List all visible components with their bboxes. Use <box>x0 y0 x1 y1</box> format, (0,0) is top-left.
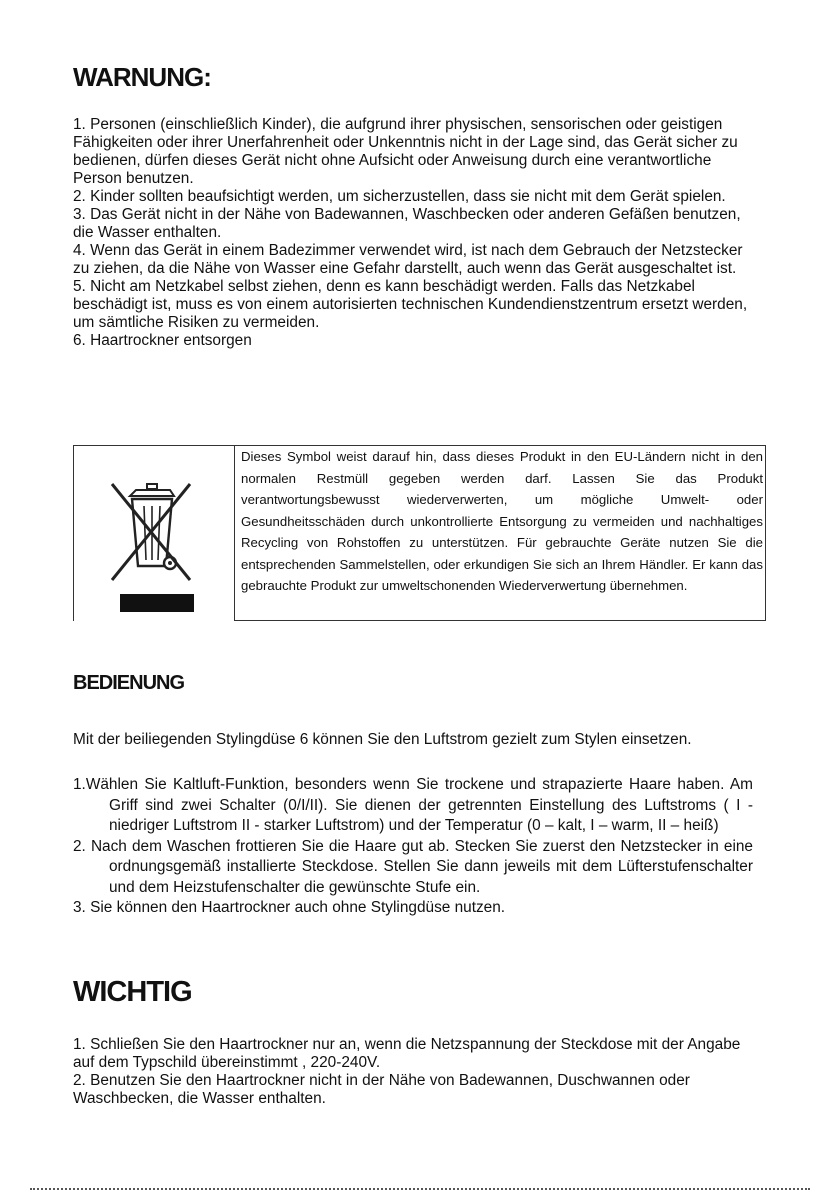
important-item: 1. Schließen Sie den Haartrockner nur an, wenn die Netzspannung der Steckdose mit der Angabe auf dem Typschild übereinstimmt , 220-240V. <box>73 1036 741 1071</box>
operation-steps <box>73 775 753 919</box>
important-item: 2. Benutzen Sie den Haartrockner nicht in der Nähe von Badewannen, Duschwannen oder Waschbecken, die Wasser enthalten. <box>73 1072 690 1107</box>
warning-item: 1. Personen (einschließlich Kinder), die aufgrund ihrer physischen, sensorischen oder geistigen Fähigkeiten oder ihrer Unerfahrenheit oder Unkenntnis nicht in der Lage sind, das Gerät sicher zu bedienen, dürfen dieses Gerät nicht ohne Aufsicht oder Anweisung durch eine verantwortliche Person benutzen. <box>73 116 738 187</box>
disposal-symbol-cell <box>74 446 235 621</box>
warning-item: 5. Nicht am Netzkabel selbst ziehen, denn es kann beschädigt werden. Falls das Netzkabel beschädigt ist, muss es von einem autorisierten technischen Kundendienstzentrum ersetzt werden, um sämtliche Risiken zu vermeiden. <box>73 278 748 331</box>
crossed-out-wheelie-bin-icon <box>100 462 200 612</box>
important-list <box>73 1036 763 1108</box>
page-bottom-rule <box>30 1188 810 1190</box>
warning-item: 4. Wenn das Gerät in einem Badezimmer verwendet wird, ist nach dem Gebrauch der Netzstecker zu ziehen, da die Nähe von Wasser eine Gefahr darstellt, auch wenn das Gerät ausgeschaltet ist. <box>73 242 743 277</box>
operation-heading: BEDIENUNG <box>73 672 185 694</box>
operation-step: 2. Nach dem Waschen frottieren Sie die Haare gut ab. Stecken Sie zuerst den Netzstecker in eine ordnungsgemäß installierte Steckdose. Stellen Sie dann jeweils mit dem Lüfterstufenschalter und dem Heizstufenschalter die gewünschte Stufe ein. <box>73 837 753 896</box>
warning-item: 2. Kinder sollten beaufsichtigt werden, um sicherzustellen, dass sie nicht mit dem Gerät spielen. <box>73 188 726 205</box>
operation-intro: Mit der beiliegenden Stylingdüse 6 können Sie den Luftstrom gezielt zum Stylen einsetzen. <box>73 731 692 749</box>
important-heading: WICHTIG <box>73 976 192 1008</box>
disposal-table <box>73 445 766 621</box>
disposal-text: Dieses Symbol weist darauf hin, dass dieses Produkt in den EU-Ländern nicht in den normalen Restmüll gegeben werden darf. Lassen Sie das Produkt verantwortungsbewusst wiederverwerten, um mögliche Umwelt- oder Gesundheitsschäden durch unkontrollierte Entsorgung zu vermeiden und nachhaltiges Recycling von Rohstoffen zu unterstützen. Für gebrauchte Geräte nutzen Sie die entsprechenden Sammelstellen, oder erkundigen Sie sich an Ihrem Händler. Er kann das gebrauchte Produkt zur umweltschonenden Wiederverwertung übernehmen. <box>235 446 766 621</box>
warning-item: 3. Das Gerät nicht in der Nähe von Badewannen, Waschbecken oder anderen Gefäßen benutzen, die Wasser enthalten. <box>73 206 741 241</box>
warning-heading: WARNUNG: <box>73 62 211 92</box>
operation-step: 1.Wählen Sie Kaltluft-Funktion, besonders wenn Sie trockene und strapazierte Haare haben. Am Griff sind zwei Schalter (0/I/II). Sie dienen der getrennten Einstellung des Luftstroms ( I - niedriger Luftstrom II - starker Luftstrom) und der Temperatur (0 – kalt, I – warm, II – heiß) <box>73 776 753 834</box>
operation-step: 3. Sie können den Haartrockner auch ohne Stylingdüse nutzen. <box>73 899 506 916</box>
warning-item: 6. Haartrockner entsorgen <box>73 332 252 349</box>
warning-list <box>73 116 763 350</box>
